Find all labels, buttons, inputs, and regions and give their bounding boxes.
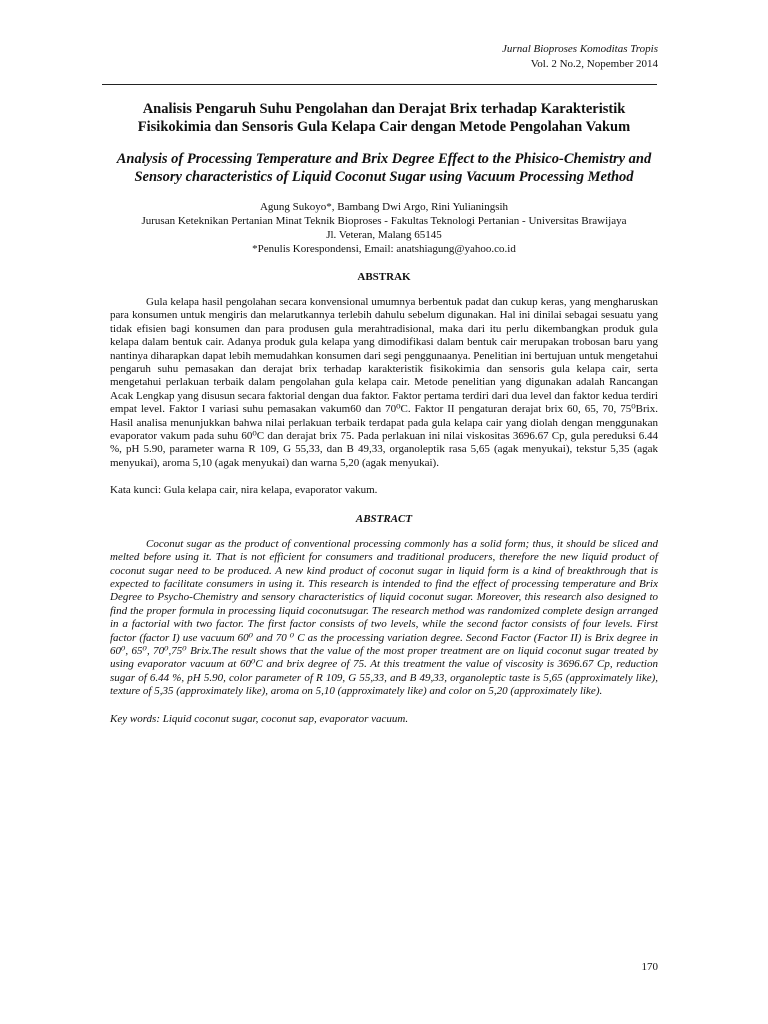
abstract-body: Coconut sugar as the product of conventional processing commonly has a solid form; thus, it should be sliced and melted before using it. That is not efficient for consumers and traditional producers, therefore the new liquid product of coconut sugar need to be produced. A new kind product of coconut sugar in liquid form is a kind of breakthrough that is expected to facilitate consumers in using it. This research is intended to find the effect of processing temperature and Brix Degree to Psycho-Chemistry and sensory characteristics of liquid coconut sugar. Moreover, this research also designed to find the proper formula in processing liquid coconutsugar. The research method was randomized complete design arranged in a factorial with two factor. The first factor consists of two levels, while the second factor consists of four levels. First factor (factor I) use vacuum 60⁰ and 70 ⁰ C as the processing variation degree. Second Factor (Factor II) is Brix degree in 60⁰, 65⁰, 70⁰,75⁰ Brix.The result shows that the value of the most proper treatment are on liquid coconut sugar treated by using evaporator vacuum at 60⁰C and brix degree of 75. At this treatment the value of viscosity is 3696.67 Cp, reduction sugar of 6.44 %, pH 5.90, color parameter of R 109, G 55,33, and B 49,33, organoleptic taste is 5,65 (approximately like), texture of 5,35 (approximately like), aroma on 5,10 (approximately like) and color on 5,20 (approximately like).: [110, 537, 658, 698]
article-content: [110, 100, 658, 740]
correspondence: *Penulis Korespondensi, Email: anatshiagung@yahoo.co.id: [252, 243, 516, 255]
affiliation: Jurusan Keteknikan Pertanian Minat Teknik Bioproses - Fakultas Teknologi Pertanian - Universitas Brawijaya: [141, 215, 627, 227]
abstract-keywords: Key words: Liquid coconut sugar, coconut sap, evaporator vacuum.: [110, 712, 409, 725]
abstrak-heading: ABSTRAK: [357, 271, 411, 283]
journal-header: [258, 42, 658, 72]
author-block: [110, 200, 658, 256]
page-number: 170: [641, 961, 658, 973]
abstract-heading: ABSTRACT: [355, 512, 413, 525]
header-divider: [102, 84, 657, 85]
journal-name: Jurnal Bioproses Komoditas Tropis: [502, 43, 658, 55]
title-english: Analysis of Processing Temperature and Brix Degree Effect to the Phisico-Chemistry and Sensory characteristics of Liquid Coconut Sugar using Vacuum Processing Method: [116, 151, 652, 185]
abstrak-body: Gula kelapa hasil pengolahan secara konvensional umumnya berbentuk padat dan cukup keras, yang mengharuskan para konsumen untuk mengiris dan melarutkannya terlebih dahulu sebelum digunakan. Hal ini dinilai sebagai sesuatu yang tidak efisien bagi konsumen dan para produsen gula merahtradisional, maka dari itu perlu dikembangkan produk gula kelapa dalam bentuk cair. Adanya produk gula kelapa yang dimodifikasi dalam bentuk cair merupakan trobosan baru yang nantinya diharapkan dapat lebih memudahkan konsumen dari segi penggunaanya. Penelitian ini bertujuan untuk mengetahui pengaruh suhu pemasakan dan derajat brix terhadap karakteristik fisikokimia dan sensoris gula kelapa cair, serta mengetahui perlakuan terbaik dalam pengolahan gula kelapa cair. Metode penelitian yang digunakan adalah Rancangan Acak Lengkap yang disusun secara faktorial dengan dua faktor. Faktor pertama terdiri dari dua level dan faktor kedua terdiri empat level. Faktor I variasi suhu pemasakan vakum60 dan 70⁰C. Faktor II pengaturan derajat brix 60, 65, 70, 75⁰Brix. Hasil analisa menunjukkan bahwa nilai perlakuan terbaik terdapat pada gula kelapa cair yang diolah dengan menggunakan evaporator vakum pada suhu 60⁰C dan derajat brix 75. Pada perlakuan ini nilai viskositas 3696.67 Cp, gula pereduksi 6.44 %, pH 5.90, parameter warna R 109, G 55,33, dan B 49,33, organoleptik rasa 5,65 (agak menyukai), tekstur 5,35 (agak menyukai), aroma 5,10 (agak menyukai) dan warna 5,20 (agak menyukai).: [110, 296, 658, 469]
authors: Agung Sukoyo*, Bambang Dwi Argo, Rini Yulianingsih: [259, 201, 509, 213]
title-indonesian: Analisis Pengaruh Suhu Pengolahan dan Derajat Brix terhadap Karakteristik Fisikokimia dan Sensoris Gula Kelapa Cair dengan Metode Pengolahan Vakum: [137, 101, 631, 135]
abstrak-keywords: Kata kunci: Gula kelapa cair, nira kelapa, evaporator vakum.: [110, 484, 378, 497]
address: Jl. Veteran, Malang 65145: [326, 229, 442, 241]
journal-volume: Vol. 2 No.2, Nopember 2014: [530, 58, 658, 70]
